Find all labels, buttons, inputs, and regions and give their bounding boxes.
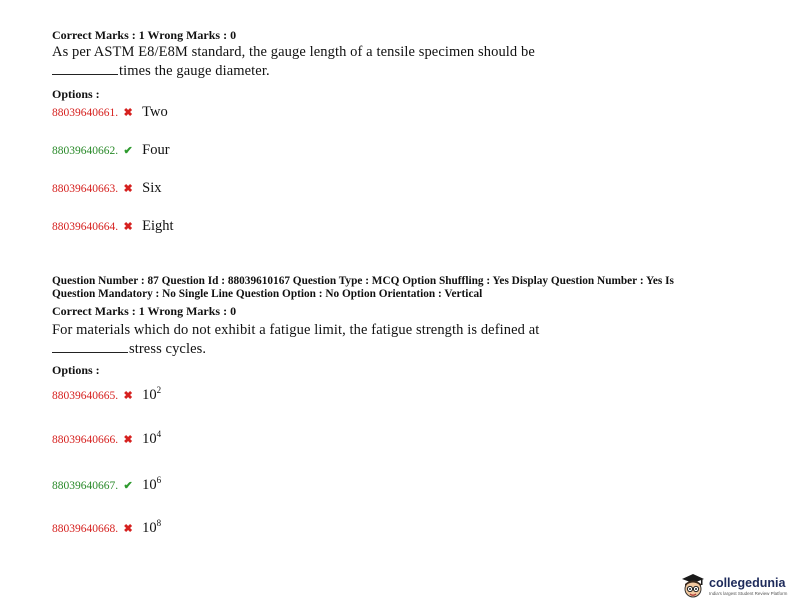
- option-exponent: 8: [156, 518, 162, 528]
- option-id: 88039640662.: [52, 145, 119, 157]
- q86-question-line2: [52, 63, 270, 80]
- q87-question-line1: For materials which do not exhibit a fatigue limit, the fatigue strength is defined at: [52, 322, 540, 338]
- cross-icon: ✖: [123, 522, 133, 535]
- q87-options-label: Options :: [52, 363, 100, 377]
- option-exponent: 4: [156, 429, 162, 439]
- cross-icon: ✖: [123, 183, 133, 195]
- option-id: 88039640667.: [52, 479, 119, 492]
- q87-question-line2-text: stress cycles.: [129, 341, 207, 357]
- collegedunia-logo: [680, 572, 787, 600]
- logo-tagline: India's largest Student Review Platform: [709, 591, 788, 596]
- q87-meta-line1: Question Number : 87 Question Id : 88039610167 Question Type : MCQ Option Shuffling : Yes Display Question Number : Yes Is: [52, 275, 674, 287]
- answer-blank: [52, 352, 128, 353]
- q87-meta-line2: Question Mandatory : No Single Line Question Option : No Option Orientation : Vertical: [52, 288, 483, 300]
- check-icon: ✔: [123, 479, 133, 492]
- option-text: Four: [142, 142, 170, 158]
- option-text: [142, 385, 161, 404]
- option-id: 88039640665.: [52, 389, 119, 402]
- q86-option-4: [52, 218, 174, 235]
- option-base: 10: [142, 519, 157, 536]
- option-text: Two: [142, 104, 168, 120]
- q87-question-line2: [52, 341, 206, 358]
- option-base: 10: [142, 386, 157, 403]
- q87-meta: [52, 275, 742, 301]
- option-id: 88039640668.: [52, 522, 119, 535]
- cross-icon: ✖: [123, 221, 133, 233]
- option-id: 88039640661.: [52, 107, 119, 119]
- option-id: 88039640664.: [52, 221, 119, 233]
- option-text: Six: [142, 180, 162, 196]
- cross-icon: ✖: [123, 433, 133, 446]
- q86-question-line1: As per ASTM E8/E8M standard, the gauge length of a tensile specimen should be: [52, 44, 535, 60]
- logo-name: collegedunia: [709, 576, 786, 590]
- option-id: 88039640663.: [52, 183, 119, 195]
- option-base: 10: [142, 430, 157, 447]
- q86-option-1: [52, 104, 168, 121]
- q86-option-3: [52, 180, 161, 197]
- q86-marks: Correct Marks : 1 Wrong Marks : 0: [52, 28, 237, 42]
- mascot-icon: [680, 572, 706, 600]
- q87-option-1: [52, 385, 161, 404]
- option-exponent: 2: [156, 385, 162, 395]
- option-id: 88039640666.: [52, 433, 119, 446]
- q86-option-2: [52, 142, 170, 159]
- q87-option-4: [52, 518, 161, 537]
- option-text: [142, 475, 161, 494]
- q87-option-2: [52, 429, 161, 448]
- check-icon: ✔: [123, 145, 133, 157]
- answer-blank: [52, 74, 118, 75]
- q87-marks: Correct Marks : 1 Wrong Marks : 0: [52, 304, 237, 318]
- option-text: [142, 429, 161, 448]
- q86-options-label: Options :: [52, 87, 100, 101]
- option-text: [142, 518, 161, 537]
- cross-icon: ✖: [123, 389, 133, 402]
- option-base: 10: [142, 476, 157, 493]
- option-exponent: 6: [156, 475, 162, 485]
- q87-option-3: [52, 475, 161, 494]
- q86-question-line2-text: times the gauge diameter.: [119, 63, 270, 79]
- option-text: Eight: [142, 218, 174, 234]
- cross-icon: ✖: [123, 107, 133, 119]
